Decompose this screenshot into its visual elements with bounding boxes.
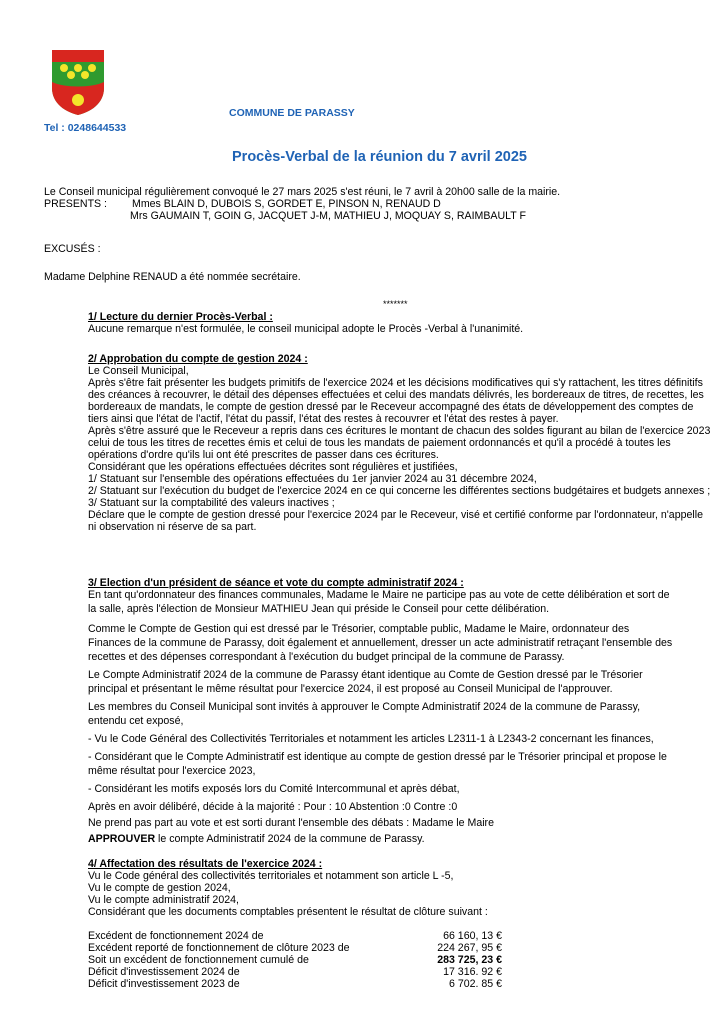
section-3-heading: 3/ Election d'un président de séance et vote du compte administratif 2024 : bbox=[88, 577, 464, 589]
section-4-heading: 4/ Affectation des résultats de l'exercice 2024 : bbox=[88, 858, 323, 870]
paragraph-line: principal et présentant le même résultat pour l'exercice 2024, il est proposé au Conseil Municipal de l'approuver. bbox=[88, 683, 613, 695]
paragraph-line: opérations d'ordre qu'ils lui ont été prescrites de passer dans ces écritures. bbox=[88, 449, 439, 461]
paragraph-line: 2/ Statuant sur l'exécution du budget de l'exercice 2024 en ce qui concerne les différentes sections budgétaires et budgets annexes ; bbox=[88, 485, 711, 497]
section-2-heading: 2/ Approbation du compte de gestion 2024 : bbox=[88, 353, 308, 365]
paragraph-line: 3/ Statuant sur la comptabilité des valeurs inactives ; bbox=[88, 497, 335, 509]
amount-label: Excédent reporté de fonctionnement de clôture 2023 de bbox=[88, 942, 350, 954]
intro bbox=[44, 186, 561, 222]
paragraph-line: En tant qu'ordonnateur des finances communales, Madame le Maire ne participe pas au vote de cette délibération et sort de bbox=[88, 589, 670, 601]
amount-row bbox=[88, 966, 502, 978]
amount-row bbox=[88, 978, 502, 990]
section-4 bbox=[88, 858, 508, 918]
amount-value: 17 316. 92 € bbox=[443, 966, 502, 978]
commune-coat-of-arms bbox=[50, 48, 106, 116]
result-amounts-table bbox=[88, 930, 502, 990]
paragraph-line: Déclare que le compte de gestion dressé pour l'exercice 2024 par le Receveur, visé et certifié conforme par l'ordonnateur, n'appelle bbox=[88, 509, 703, 521]
amount-value: 66 160, 13 € bbox=[443, 930, 502, 942]
secretary-text: Madame Delphine RENAUD a été nommée secrétaire. bbox=[44, 271, 301, 283]
paragraph-line: Comme le Compte de Gestion qui est dressé par le Trésorier, comptable public, Madame le Maire, ordonnateur des bbox=[88, 623, 630, 635]
paragraph-line: entendu cet exposé, bbox=[88, 715, 184, 727]
amount-row bbox=[88, 942, 502, 954]
section-2 bbox=[88, 353, 711, 533]
amount-row bbox=[88, 930, 502, 942]
paragraph-line: Finances de la commune de Parassy, doit également et annuellement, dresser un acte administratif retraçant l'ensemble des bbox=[88, 637, 673, 649]
paragraph-line: 1/ Statuant sur l'ensemble des opérations effectuées du 1er janvier 2024 au 31 décembre 2024, bbox=[88, 473, 537, 485]
separator-stars: ******* bbox=[383, 299, 408, 309]
paragraph-line: Le Compte Administratif 2024 de la commune de Parassy étant identique au Comte de Gestion dressé par le Trésorier bbox=[88, 669, 643, 681]
paragraph-line: Les membres du Conseil Municipal sont invités à approuver le Compte Administratif 2024 de la commune de Parassy, bbox=[88, 701, 641, 713]
approve-line bbox=[88, 833, 504, 845]
amount-value: 6 702. 85 € bbox=[448, 978, 502, 990]
document-title: Procès-Verbal de la réunion du 7 avril 2025 bbox=[232, 149, 527, 165]
paragraph-line: tiers ainsi que l'état de l'actif, l'état du passif, l'état des restes à recouvrer et l'état des restes à payer. bbox=[88, 413, 559, 425]
amount-label: Déficit d'investissement 2024 de bbox=[88, 966, 240, 978]
paragraph-line: même résultat pour l'exercice 2023, bbox=[88, 765, 256, 777]
paragraph-line: recettes et des dépenses correspondant à l'exécution du budget principal de la commune de Parassy. bbox=[88, 651, 565, 663]
phone-number: Tel : 0248644533 bbox=[44, 122, 127, 134]
amount-value: 283 725, 23 € bbox=[437, 954, 502, 966]
paragraph-line: Après s'être assuré que le Receveur a repris dans ces écritures le montant de chacun des soldes figurant au bilan de l'exercice 2023 bbox=[88, 425, 711, 437]
section-1 bbox=[88, 311, 524, 335]
paragraph-line: des créances à recouvrer, le détail des dépenses effectuées et celui des mandats délivrés, les bordereaux de titres, de recettes, les bbox=[88, 389, 704, 401]
paragraph-line: Vu le compte de gestion 2024, bbox=[88, 882, 231, 894]
section-1-heading: 1/ Lecture du dernier Procès-Verbal : bbox=[88, 311, 273, 323]
amount-label: Soit un excédent de fonctionnement cumulé de bbox=[88, 954, 309, 966]
paragraph-line: Après s'être fait présenter les budgets primitifs de l'exercice 2024 et les décisions modificatives qui s'y rattachent, les titres définitifs bbox=[88, 377, 703, 389]
convocation-text: Le Conseil municipal régulièrement convoqué le 27 mars 2025 s'est réuni, le 7 avril à 20h00 salle de la mairie. bbox=[44, 186, 561, 198]
paragraph-line: Le Conseil Municipal, bbox=[88, 365, 189, 377]
amount-label: Excédent de fonctionnement 2024 de bbox=[88, 930, 264, 942]
presents-men: Mrs GAUMAIN T, GOIN G, JACQUET J-M, MATHIEU J, MOQUAY S, RAIMBAULT F bbox=[130, 210, 526, 222]
paragraph-line: Considérant que les opérations effectuées décrites sont régulières et justifiées, bbox=[88, 461, 458, 473]
paragraph-line: celui de tous les titres de recettes émis et celui de tous les mandats de paiement ordonnancés et qu'il a procédé à toutes les bbox=[88, 437, 671, 449]
presents-line-2 bbox=[44, 210, 524, 222]
paragraph-line: Vu le compte administratif 2024, bbox=[88, 894, 239, 906]
section-3 bbox=[88, 577, 673, 845]
approve-text: le compte Administratif 2024 de la commune de Parassy. bbox=[155, 833, 425, 845]
presents-line-1 bbox=[44, 198, 524, 210]
paragraph-line: Considérant que les documents comptables présentent le résultat de clôture suivant : bbox=[88, 906, 488, 918]
excuses: EXCUSÉS : bbox=[44, 243, 101, 255]
paragraph-line: la salle, après l'élection de Monsieur MATHIEU Jean qui préside le Conseil pour cette délibération. bbox=[88, 603, 550, 615]
paragraph-line: - Considérant que le Compte Administratif est identique au compte de gestion dressé par le Trésorier principal et propose le bbox=[88, 751, 667, 763]
presents-women: Mmes BLAIN D, DUBOIS S, GORDET E, PINSON N, RENAUD D bbox=[132, 198, 441, 210]
paragraph-line: bordereaux de mandats, le compte de gestion dressé par le Receveur accompagné des états de développement des comptes de bbox=[88, 401, 694, 413]
paragraph-line: Vu le Code général des collectivités territoriales et notamment son article L -5, bbox=[88, 870, 454, 882]
amount-row bbox=[88, 954, 502, 966]
presents-label: PRESENTS : bbox=[44, 198, 107, 210]
section-1-text: Aucune remarque n'est formulée, le conseil municipal adopte le Procès -Verbal à l'unanimité. bbox=[88, 323, 524, 335]
paragraph-line: - Vu le Code Général des Collectivités Territoriales et notamment les articles L2311-1 à L2343-2 concernant les finances, bbox=[88, 733, 654, 745]
approve-keyword: APPROUVER bbox=[88, 833, 156, 845]
paragraph-line: Ne prend pas part au vote et est sorti durant l'ensemble des débats : Madame le Maire bbox=[88, 817, 494, 829]
paragraph-line: ni observation ni réserve de sa part. bbox=[88, 521, 257, 533]
commune-name: COMMUNE DE PARASSY bbox=[229, 107, 355, 119]
amount-label: Déficit d'investissement 2023 de bbox=[88, 978, 240, 990]
paragraph-line: Après en avoir délibéré, décide à la majorité : Pour : 10 Abstention :0 Contre :0 bbox=[88, 801, 458, 813]
paragraph-line: - Considérant les motifs exposés lors du Comité Intercommunal et après débat, bbox=[88, 783, 460, 795]
amount-value: 224 267, 95 € bbox=[437, 942, 502, 954]
